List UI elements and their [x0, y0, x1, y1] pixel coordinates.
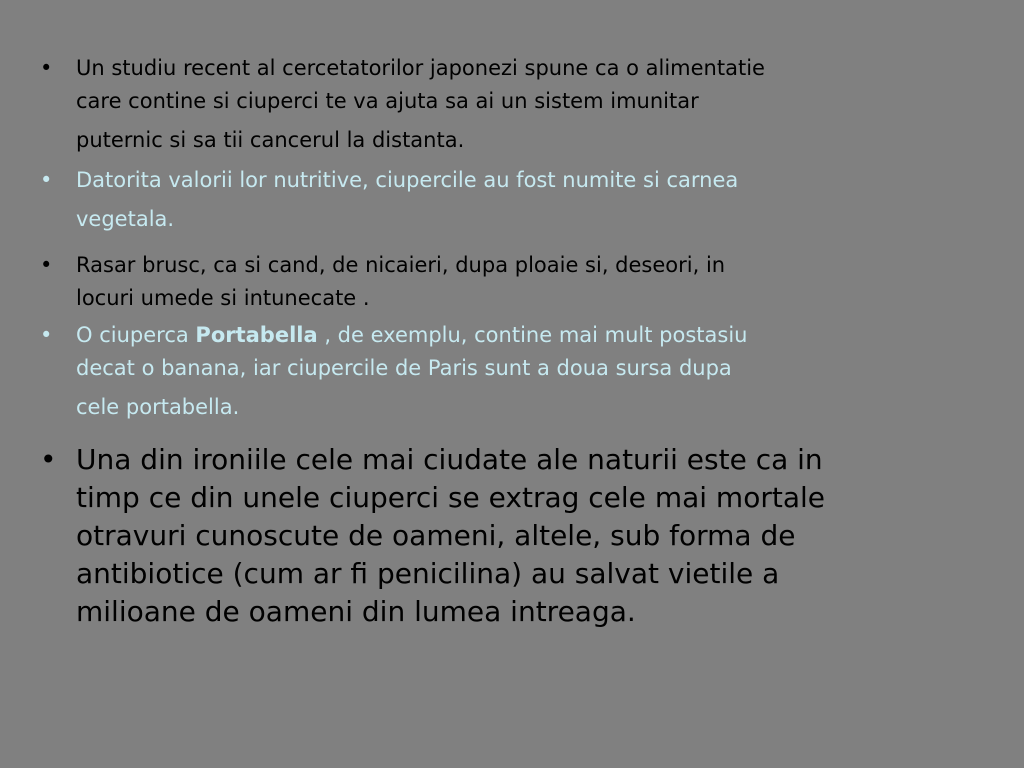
- bullet-2-line-2: vegetala.: [76, 207, 175, 231]
- bullet-dot-icon: •: [40, 253, 53, 277]
- bullet-5-line-4: antibiotice (cum ar fi penicilina) au salvat vietile a: [76, 557, 780, 590]
- bullet-4-line-2: decat o banana, iar ciupercile de Paris sunt a doua sursa dupa: [76, 356, 732, 380]
- bullet-item-after-rain: [40, 249, 990, 315]
- bullet-4-line-1: [76, 319, 990, 352]
- bullet-item-immune-system: [40, 52, 990, 162]
- bullet-1-line-3: puternic si sa tii cancerul la distanta.: [76, 128, 465, 152]
- bullet-1-line-2: care contine si ciuperci te va ajuta sa ai un sistem imunitar: [76, 89, 699, 113]
- bullet-5-line-5: milioane de oameni din lumea intreaga.: [76, 595, 636, 628]
- bullet-4-text-before: O ciuperca: [76, 323, 196, 347]
- bullet-dot-icon: •: [40, 56, 53, 80]
- bullet-item-vegetable-meat: [40, 164, 990, 241]
- bullet-item-portabella: [40, 319, 990, 429]
- bullet-4-text-after: , de exemplu, contine mai mult postasiu: [317, 323, 748, 347]
- bullet-4-line-3: cele portabella.: [76, 395, 240, 419]
- bullet-list: [40, 52, 990, 631]
- portabella-bold-text: Portabella: [195, 323, 318, 347]
- bullet-5-line-1: Una din ironiile cele mai ciudate ale naturii este ca in: [76, 443, 823, 476]
- bullet-3-line-2: locuri umede si intunecate .: [76, 286, 370, 310]
- bullet-dot-icon: •: [40, 443, 57, 476]
- bullet-5-line-2: timp ce din unele ciuperci se extrag cele mai mortale: [76, 481, 825, 514]
- bullet-2-line-1: Datorita valorii lor nutritive, ciupercile au fost numite si carnea: [76, 168, 739, 192]
- bullet-3-line-1: Rasar brusc, ca si cand, de nicaieri, dupa ploaie si, deseori, in: [76, 253, 726, 277]
- bullet-dot-icon: •: [40, 323, 53, 347]
- bullet-5-line-3: otravuri cunoscute de oameni, altele, sub forma de: [76, 519, 796, 552]
- bullet-1-line-1: Un studiu recent al cercetatorilor japonezi spune ca o alimentatie: [76, 56, 765, 80]
- bullet-dot-icon: •: [40, 168, 53, 192]
- bullet-item-irony-of-nature: [40, 441, 990, 631]
